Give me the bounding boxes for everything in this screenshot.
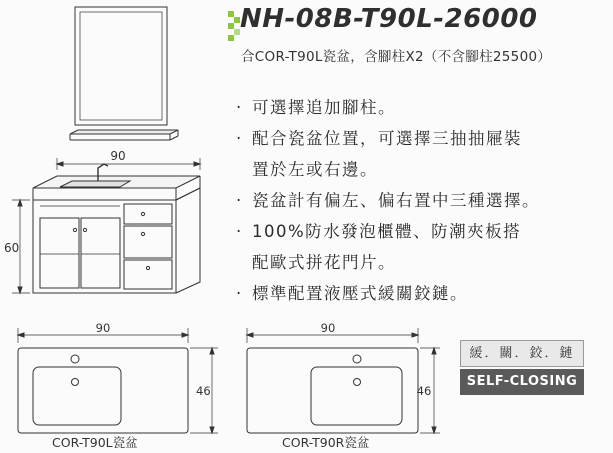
feature-text: 標準配置液壓式緩關鉸鏈。 (252, 284, 468, 303)
basin-outline (18, 348, 188, 433)
bullet: · (236, 129, 243, 148)
drain-hole (354, 379, 361, 386)
drawer-middle (124, 226, 172, 258)
basin-depth-label: 46 (196, 384, 211, 398)
product-subtitle: 合COR-T90L瓷盆，含腳柱X2（不含腳柱25500） (241, 49, 552, 65)
feature-text: 可選擇追加腳柱。 (252, 98, 396, 117)
faucet-hole (353, 355, 361, 363)
mirror-frame (75, 7, 167, 125)
badge-top-text: 緩．關．鉸．鏈 (460, 340, 584, 367)
drawer-bottom (124, 260, 172, 289)
faucet-hole (71, 355, 79, 363)
shelf (70, 130, 178, 134)
bullet: · (236, 284, 243, 303)
basin-width-label: 90 (320, 321, 336, 335)
basin-opening (60, 181, 130, 187)
basin-bowl (33, 367, 121, 425)
feature-text: 瓷盆計有偏左、偏右置中三種選擇。 (252, 191, 540, 210)
cabinet-door-left (40, 218, 79, 288)
cabinet-body (33, 200, 176, 293)
bullet: · (236, 222, 243, 241)
badge-bottom-text: SELF-CLOSING (460, 369, 584, 395)
self-closing-badge (460, 340, 584, 396)
cabinet-door-right (81, 218, 120, 288)
feature-text-continued: 置於左或右邊。 (252, 160, 378, 179)
basin-caption-right: COR-T90R瓷盆 (282, 435, 370, 450)
cabinet-height-label: 60 (4, 241, 20, 255)
cabinet-drawing (0, 0, 225, 300)
basin-outline (247, 348, 418, 433)
basin-width-label: 90 (95, 321, 111, 335)
feature-item (236, 278, 608, 309)
feature-item (236, 185, 608, 216)
basin-depth-label: 46 (416, 384, 432, 398)
product-title: NH-08B-T90L-26000 (240, 4, 538, 34)
bullet: · (236, 191, 243, 210)
drawer-top (124, 204, 172, 224)
basin-bowl (311, 367, 402, 425)
feature-item (236, 123, 608, 185)
cabinet-width-label: 90 (110, 149, 126, 163)
bullet: · (236, 98, 243, 117)
feature-text-continued: 配歐式拼花門片。 (252, 253, 396, 272)
feature-item (236, 216, 608, 278)
feature-text: 配合瓷盆位置，可選擇三抽抽屜裝 (252, 129, 522, 148)
basin-caption-left: COR-T90L瓷盆 (52, 435, 138, 450)
drain-hole (72, 379, 79, 386)
feature-list (236, 92, 608, 309)
feature-text: 100%防水發泡櫃體、防潮夾板搭 (252, 222, 522, 241)
feature-item (236, 92, 608, 123)
